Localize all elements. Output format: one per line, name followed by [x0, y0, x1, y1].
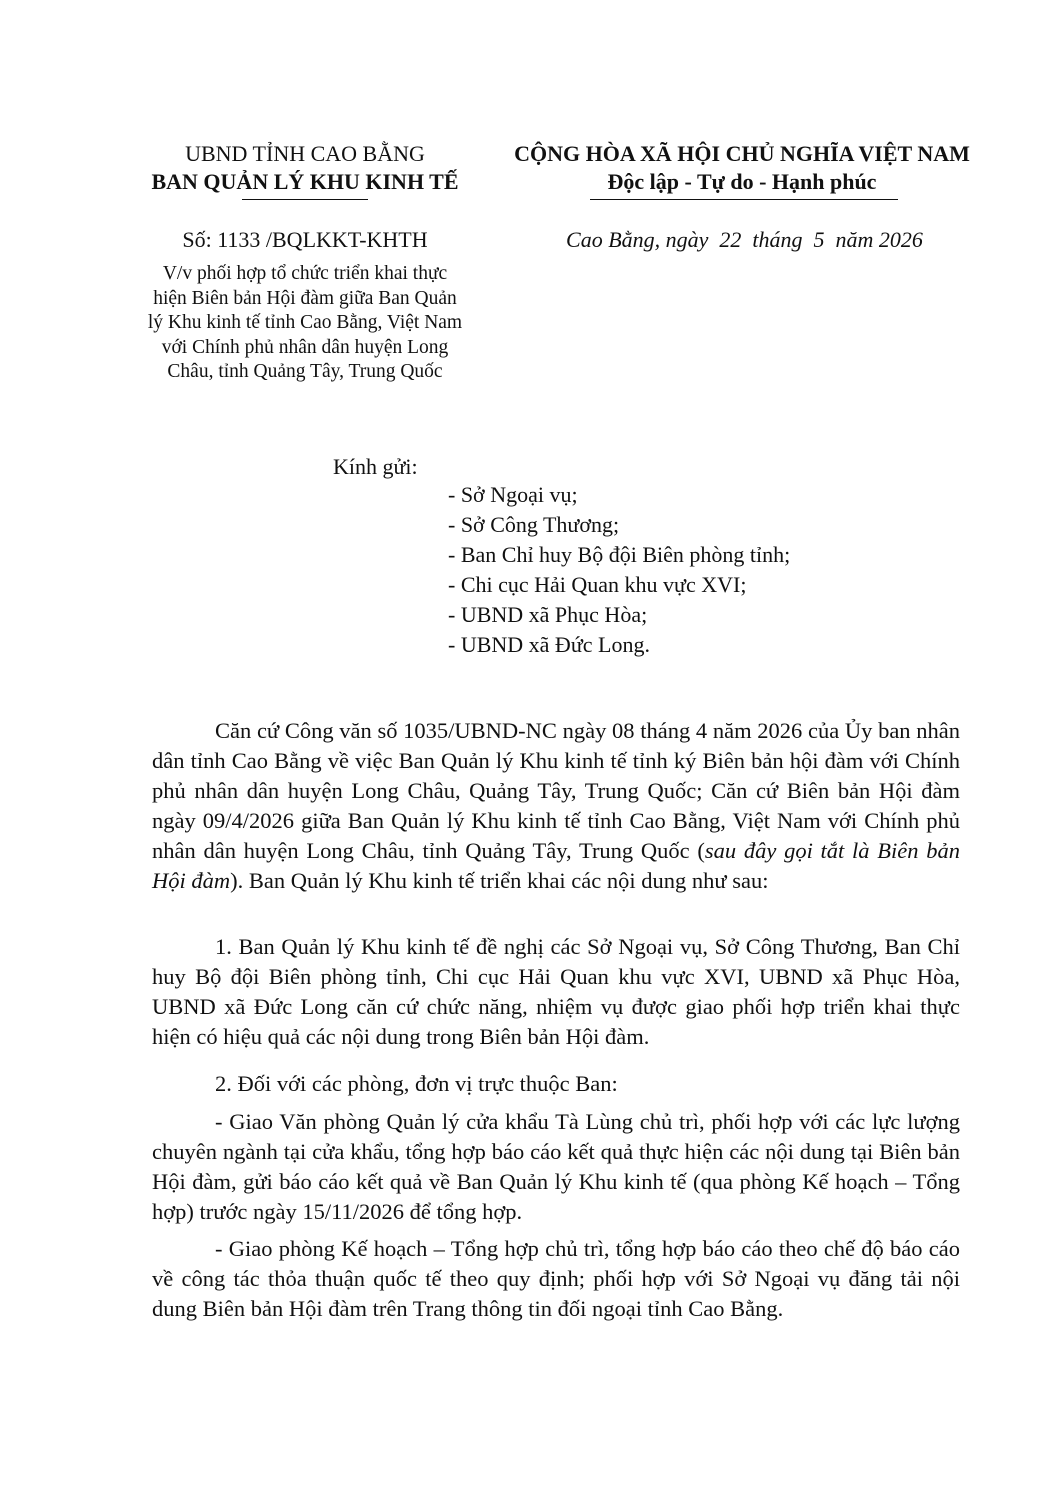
agency-parent: UBND TỈNH CAO BẰNG [185, 141, 425, 166]
national-motto: Độc lập - Tự do - Hạnh phúc [607, 169, 877, 194]
paragraph-legal-basis [152, 716, 960, 896]
recipient-item: - Chi cục Hải Quan khu vực XVI; [448, 572, 747, 597]
agency-name: BAN QUẢN LÝ KHU KINH TẾ [151, 169, 459, 194]
recipient-item: - Sở Ngoại vụ; [448, 482, 578, 507]
subject-line: với Chính phủ nhân dân huyện Long [161, 336, 449, 358]
paragraph-item-1: 1. Ban Quản lý Khu kinh tế đề nghị các Sở Ngoại vụ, Sở Công Thương, Ban Chỉ huy Bộ đội Biên phòng tỉnh, Chi cục Hải Quan khu vực XVI, UBND xã Phục Hòa, UBND xã Đức Long căn cứ chức năng, nhiệm vụ được giao phối hợp triển khai thực hiện có hiệu quả các nội dung trong Biên bản Hội đàm. [152, 934, 960, 1049]
subject-line: V/v phối hợp tổ chức triển khai thực [162, 263, 448, 284]
paragraph-task-2: - Giao phòng Kế hoạch – Tổng hợp chủ trì, tổng hợp báo cáo theo chế độ báo cáo về công tác thỏa thuận quốc tế theo quy định; phối hợp với Sở Ngoại vụ đăng tải nội dung Biên bản Hội đàm trên Trang thông tin đối ngoại tỉnh Cao Bằng. [152, 1236, 960, 1321]
paragraph-task-1: - Giao Văn phòng Quản lý cửa khẩu Tà Lùng chủ trì, phối hợp với các lực lượng chuyên ngành tại cửa khẩu, tổng hợp báo cáo kết quả thực hiện các nội dung tại Biên bản Hội đàm, gửi báo cáo kết quả về Ban Quản lý Khu kinh tế (qua phòng Kế hoạch – Tổng hợp) trước ngày 15/11/2026 để tổng hợp. [152, 1109, 960, 1224]
recipient-item: - Sở Công Thương; [448, 512, 620, 537]
recipient-item: - UBND xã Đức Long. [448, 632, 650, 657]
motto-underline [590, 199, 898, 200]
recipient-list [448, 480, 790, 660]
recipients-label: Kính gửi: [333, 454, 418, 479]
subject-line: Châu, tỉnh Quảng Tây, Trung Quốc [167, 361, 443, 382]
document-number: Số: 1133 /BQLKKT-KHTH [182, 227, 428, 252]
paragraph-italic-text: sau đây gọi tắt là Biên bản Hội đàm [152, 838, 960, 893]
document-subject [120, 262, 490, 385]
agency-underline [242, 199, 368, 200]
paragraph-item-2: 2. Đối với các phòng, đơn vị trực thuộc Ban: [215, 1071, 618, 1096]
paragraph-text: ). Ban Quản lý Khu kinh tế triển khai các nội dung như sau: [230, 868, 769, 893]
national-title: CỘNG HÒA XÃ HỘI CHỦ NGHĨA VIỆT NAM [514, 141, 970, 166]
paragraph-text: Căn cứ Công văn số 1035/UBND-NC ngày 08 tháng 4 năm 2026 của Ủy ban nhân dân tỉnh Cao Bằng về việc Ban Quản lý Khu kinh tế tỉnh ký Biên bản hội đàm với Chính phủ nhân dân huyện Long Châu, Quảng Tây, Trung Quốc; Căn cứ Biên bản Hội đàm ngày 09/4/2026 giữa Ban Quản lý Khu kinh tế tỉnh Cao Bằng, Việt Nam với Chính phủ nhân dân huyện Long Châu, tỉnh Quảng Tây, Trung Quốc ( [152, 718, 960, 863]
subject-line: hiện Biên bản Hội đàm giữa Ban Quản [153, 287, 457, 309]
recipient-item: - Ban Chỉ huy Bộ đội Biên phòng tỉnh; [448, 542, 791, 567]
subject-line: lý Khu kinh tế tỉnh Cao Bằng, Việt Nam [147, 312, 463, 333]
recipient-item: - UBND xã Phục Hòa; [448, 602, 648, 627]
place-date: Cao Bằng, ngày 22 tháng 5 năm 2026 [566, 227, 923, 252]
